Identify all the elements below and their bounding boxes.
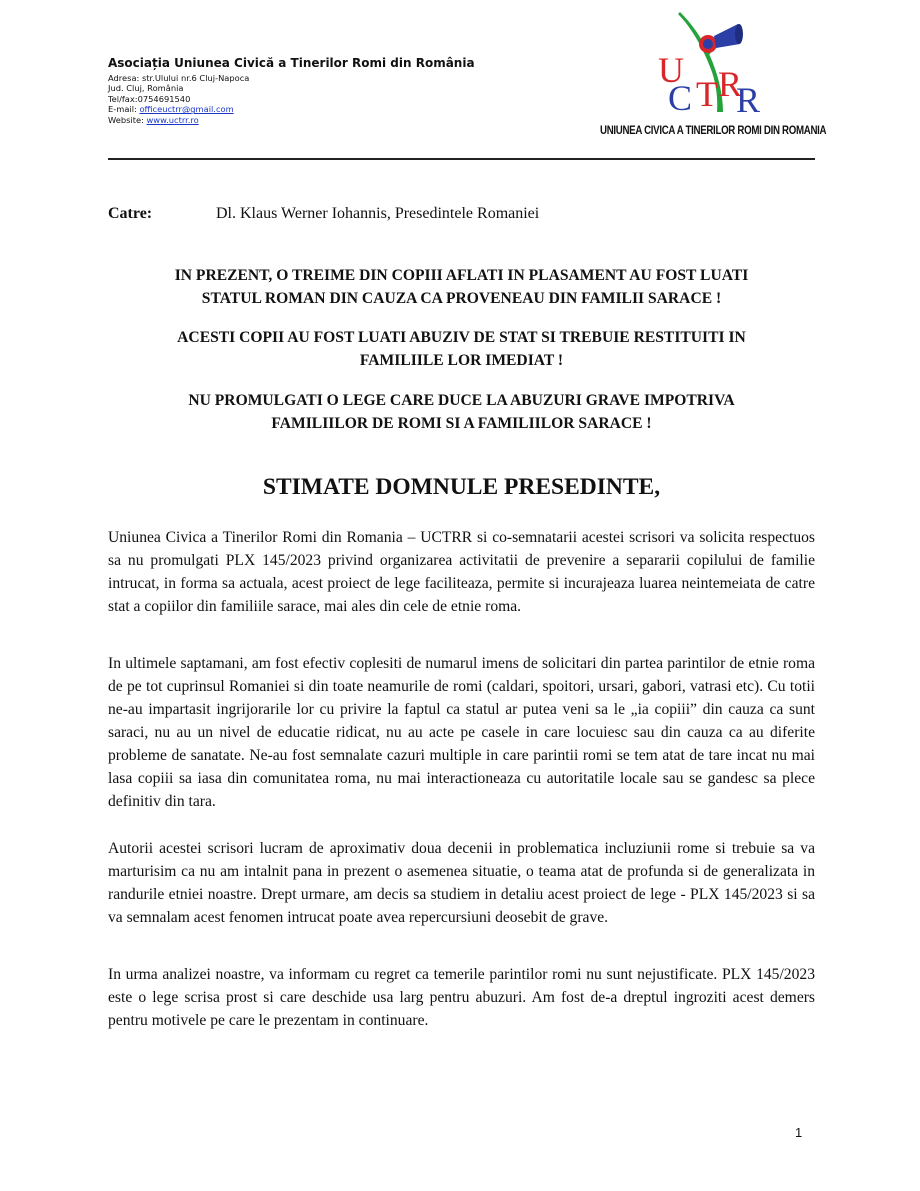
recipient-label: Catre: xyxy=(108,205,153,222)
recipient-name: Dl. Klaus Werner Iohannis, Presedintele Romaniei xyxy=(216,205,540,222)
organization-header xyxy=(108,56,475,125)
body-paragraph: Uniunea Civica a Tinerilor Romi din Romania – UCTRR si co-semnatarii acestei scrisori va solicita respectuos sa nu promulgati PLX 145/2023 privind organizarea activitatii de prevenire a separarii copilului de familie intrucat, in forma sa actuala, acest proiect de lege faciliteaza, permite si incurajeaza luarea neintemeiata de catre stat a copiilor din familiile sarace, mai ales din cele de etnie roma. xyxy=(108,529,815,615)
email-link[interactable]: officeuctrr@gmail.com xyxy=(139,104,234,115)
organization-name: Asociația Uniunea Civică a Tinerilor Romi din România xyxy=(108,56,475,70)
logo-letter-c: C xyxy=(668,78,693,118)
headline-2 xyxy=(108,326,815,372)
website-label: Website: xyxy=(108,114,147,125)
headline-3 xyxy=(108,389,815,435)
body-paragraph: Autorii acestei scrisori lucram de aproximativ doua decenii in problematica incluziunii rome si trebuie sa va marturisim ca nu am intalnit pana in prezent o asemenea situatie, o teama atat de profunda si de generalizata in randurile etniei noastre. Drept urmare, am decis sa studiem in detaliu acest proiect de lege - PLX 145/2023 si sa va semnalam acest fenomen intrucat poate avea repercursiuni deosebit de grave. xyxy=(108,840,815,926)
page-number: 1 xyxy=(795,1125,803,1140)
organization-county: Jud. Cluj, România xyxy=(108,83,184,94)
website-link[interactable]: www.uctrr.ro xyxy=(146,114,199,125)
logo-caption: UNIUNEA CIVICA A TINERILOR ROMI DIN ROMANIA xyxy=(600,124,827,138)
organization-email-line xyxy=(108,104,475,114)
headline-line: NU PROMULGATI O LEGE CARE DUCE LA ABUZURI GRAVE IMPOTRIVA xyxy=(188,392,735,409)
recipient-line xyxy=(108,205,539,223)
body-paragraph: In ultimele saptamani, am fost efectiv coplesiti de numarul imens de solicitari din partea parintilor de etnie roma de pe tot cuprinsul Romaniei si din toate neamurile de romi (caldari, spoitori, ursari, gabori, vatrasi etc). Cu totii ne-au impartasit ingrijorarile lor cu privire la faptul ca statul ar putea veni sa le „ia copiii” din cauza ca sunt saraci, nu au un nivel de educatie ridicat, nu au acte pe casele in care locuiesc sau din cauza ca au diferite probleme de sanatate. Ne-au fost semnalate cazuri multiple in care parintii romi se tem atat de tare incat nu mai lasa copiii sa iasa din comunitatea roma, nu mai interactioneaza cu autoritatile locale sau se gandesc sa plece definitiv din tara. xyxy=(108,655,815,810)
email-label: E-mail: xyxy=(108,104,140,115)
megaphone-icon xyxy=(699,24,743,53)
salutation: STIMATE DOMNULE PRESEDINTE, xyxy=(262,474,661,500)
headline-line: FAMILIILE LOR IMEDIAT ! xyxy=(359,352,564,369)
logo-letter-r1: R xyxy=(718,64,743,104)
headline-line: FAMILIILOR DE ROMI SI A FAMILIILOR SARACE ! xyxy=(271,415,652,432)
organization-website-line xyxy=(108,115,475,125)
headline-line: STATUL ROMAN DIN CAUZA CA PROVENEAU DIN FAMILII SARACE ! xyxy=(201,290,722,307)
headline-line: ACESTI COPII AU FOST LUATI ABUZIV DE STAT SI TREBUIE RESTITUITI IN xyxy=(177,329,746,346)
logo-letter-u: U xyxy=(658,50,684,90)
body-paragraph: In urma analizei noastre, va informam cu regret ca temerile parintilor romi nu sunt nejustificate. PLX 145/2023 este o lege scrisa prost si care deschide usa larg pentru abuzuri. Am fost de-a dreptul ingroziti acest demers pentru motivele pe care le prezentam in continuare. xyxy=(108,966,815,1029)
organization-phone: Tel/fax:0754691540 xyxy=(108,93,191,104)
organization-address: Adresa: str.Ulului nr.6 Cluj-Napoca xyxy=(108,73,250,83)
headline-line: IN PREZENT, O TREIME DIN COPIII AFLATI IN PLASAMENT AU FOST LUATI xyxy=(174,267,749,284)
headline-1 xyxy=(108,264,815,310)
logo-letter-r2: R xyxy=(736,80,761,120)
uctrr-logo xyxy=(600,10,830,140)
header-divider xyxy=(108,158,815,160)
logo-letter-t: T xyxy=(696,74,718,114)
